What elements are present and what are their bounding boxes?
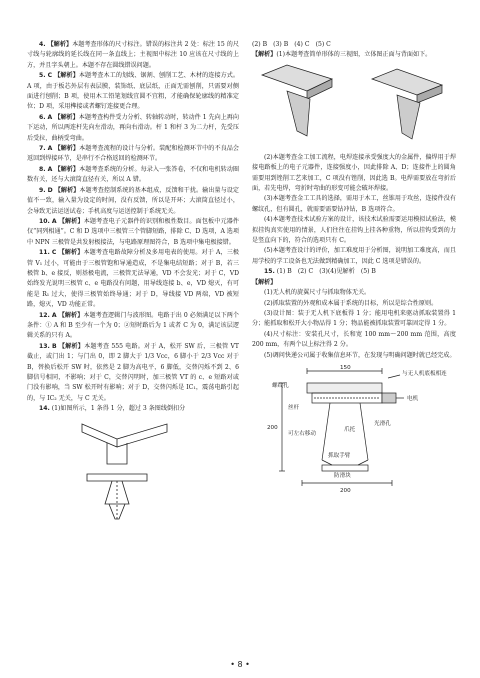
right-column [252,40,456,495]
three-view-figure [57,419,197,529]
claw-label: 抓取手臂 [328,452,351,459]
answer-15-analysis-2: (2)抓取装置的外观和成本属于系统的目标，所以是综合性原则。 [264,299,438,307]
shaft-label: 丝杆 [288,404,300,411]
answer-15-choices: 15. (1) B (2) C (3)(4)见解析 (5) B [264,268,376,276]
slider-label: 可左右移动 [288,430,316,437]
answer-10: 10. A 【解析】本题考查电子元器件的识别和极性数目。面包板中元器件仅“同列相通”。C 和 D 选项中三极管三个管脚短路，排除 C、D 选项，A 选项中 NPN 三极管是共发射极接法，与电路原理图符合，B 选项中集电极接错。 [27,217,240,246]
plate-label: 与无人机底板相连 [402,370,447,377]
answer-14-analysis-3: (3)本题考查金工工具的选择，需用于木工，丝锥用于攻丝，连接件没有螺纹孔，但有圆孔，就需要需要钻冲钻，B 选项符合。 [252,195,456,213]
motor-label: 电机 [407,395,419,402]
answer-7: 7. A 【解析】本题考查流程的设计与分析。装配和检测环节中的不良品会返回到焊接环节，是串行不合格返回的检测环节。 [27,145,240,163]
left-column [27,40,239,529]
answer-14-choices: (2) B (3) B (4) C (5) C [252,41,331,48]
answer-14-analysis-2: (2)本题考查金工加工流程，电焊连接承受强度大的金属件，偏焊用于焊接电路板上的电子元器件，连接强度小，因此排除 A、D；连接件上的圆角需要用到锉削工艺来加工，C 项没有锉削，因此选 B。电焊需要放在弯折后面，若先电焊，弯折时弯曲的形变可能会破坏焊接。 [252,153,456,193]
bolt-label: 螺纹孔 [272,382,289,389]
answer-15-analysis-5: (5)调问快递公司属于收集信息环节，在发现与明确问题时就已经完成。 [264,351,456,359]
answer-5: 5. C 【解析】本题考查木工的划线、锯割、刨削工艺、木材的连接方式。A 项，由于板芯外层有表层膜，装饰纸、底层纸，正面无需刨削，只需要对侧面进行刨削；B 项，使用木工铅笔划线宜圆不宜粗，才能确保轮廓线的精准定位；D 项，采用榫接或者螺钉连接更合理。 [27,72,240,111]
arm-label: 爪托 [344,426,356,433]
answer-4: 4. 【解析】本题考查形体的尺寸标注。错误的标注共 2 处：标注 15 的尺寸线与轮廓线的延长线在同一条直线上；主视图中标注 10 应该在尺寸线的上方，并且字头朝上。本题不存在圆线错误问题。 [27,41,239,69]
bracket-figure [252,61,456,153]
answer-8: 8. A 【解析】本题考查系统的分析。每录入一张答卷，不仅和电机转动圈数有关，还与大滚筒直径有关，所以 A 错。 [27,165,240,184]
hole-label: 光滑孔 [374,420,391,427]
answer-14: 14. (1)如图所示，1 条得 1 分，超过 3 条图线倒扣分 [39,405,186,413]
dim-bottom-label: 200 [340,487,351,494]
answer-11: 11. C 【解析】本题考查电路故障分析及多用电表的使用。对于 A，三极管 V₁ 过小，可能由于三极管饱和导通造成，不是集电结短路；对于 B，若三极管 b、e 接反，则基极电流，三极管无法导通，VD 不会发光；对于 C，VD 始终发光说明三极管 c、e 电路没有问题，用导线连接 b、e，VD 熄灭，有可能是 R₁ 过大，使得三极管始终导通；对于 D，导线接 VD 两端，VD 被短路，熄灭，VD 功能正常。 [27,249,240,309]
answer-14-analysis-5: (5)本题考查设计的评价，加工难度用于分析图，说明加工难度高，而且用学校的学工设备也无法做到精确加工，因此 C 选项是错误的。 [252,247,456,265]
answer-9: 9. D 【解析】本题考查控制系统的基本组成，反馈和干扰。输出量与设定值不一致，输入量为设定的时间，没有反馈，所以是开环；大滚筒直径过小，会导致无法运送试卷；手机高度与运送控制于系统无关。 [27,186,240,215]
base-label: 防滑块 [334,472,351,479]
page-number: • 8 • [230,660,250,669]
dim-height-label: 200 [267,424,278,431]
answer-15-analysis-tag: 【解析】 [252,278,277,286]
answer-14-analysis-4: (4)本题考查技术试验方案的设计，该技术试验需要运用模拟试验法，模拟挂钩真实使用的情景，人们往往在挂钩上挂各种重物，所以挂钩受到的力是竖直向下的，符合的选项只有 C。 [252,216,456,245]
answer-15-analysis-1: (1)无人机的旋翼尺寸与抓取物体无关。 [264,289,371,297]
answer-14-analysis-1: 【解析】(1)本题考查简单形体的三视图，立体图正面与背面如下。 [252,51,432,59]
grabber-design-figure [252,365,456,495]
answer-6: 6. A 【解析】本题考查构件受力分析、转轴转动时，转动件 1 先向上再向下运动，所以两连杆先向左滑动，再向右滑动。杆 1 和杆 3 为二力杆，先受压后受拉，曲柄受弯曲。 [27,113,239,142]
answer-12: 12. A 【解析】本题考查逻辑门与波形图。电路于出 0 必须满足以下两个条件：① A 和 B 至少有一个为 0；②短时路后为 1 或者 C 为 0，满足该层逻辑关系的只有 A。 [27,311,239,340]
answer-13: 13. B 【解析】本题考查 555 电路。对于 A，松开 SW 后，三极管 VT 截止，或门出 1；与门出 0，即 2 脚大于 1/3 Vcc，6 脚小于 2/3 Vcc 对于 B，替换后松开 SW 时，依然是 2 脚为高电平，6 脚低，交替闪烁不到 2、6 脚信号相同，不影响；对于 C，交替闪明时，加三极管 VT 的 c、e 短路对或门没有影响，当 SW 松开时有影响；对于 D，交替闪烁是 IC₁，震荡电路引起的，与 IC₂ 无关，与 C 无关。 [27,342,239,402]
answer-15-analysis-3: (3)设计图：装于无人机下底板得 1 分；能用电机来驱动抓取装置得 1 分；能抓取和松开大小物品得 1 分；物品能被抓取装置可靠固定得 1 分。 [252,309,456,328]
answer-15-analysis-4: (4)尺寸标注：安装孔尺寸，长和宽 100 mm～200 mm 范围，高度 200 mm，有两个以上标注得 2 分。 [252,330,456,349]
dim-top-label: 150 [340,364,351,371]
